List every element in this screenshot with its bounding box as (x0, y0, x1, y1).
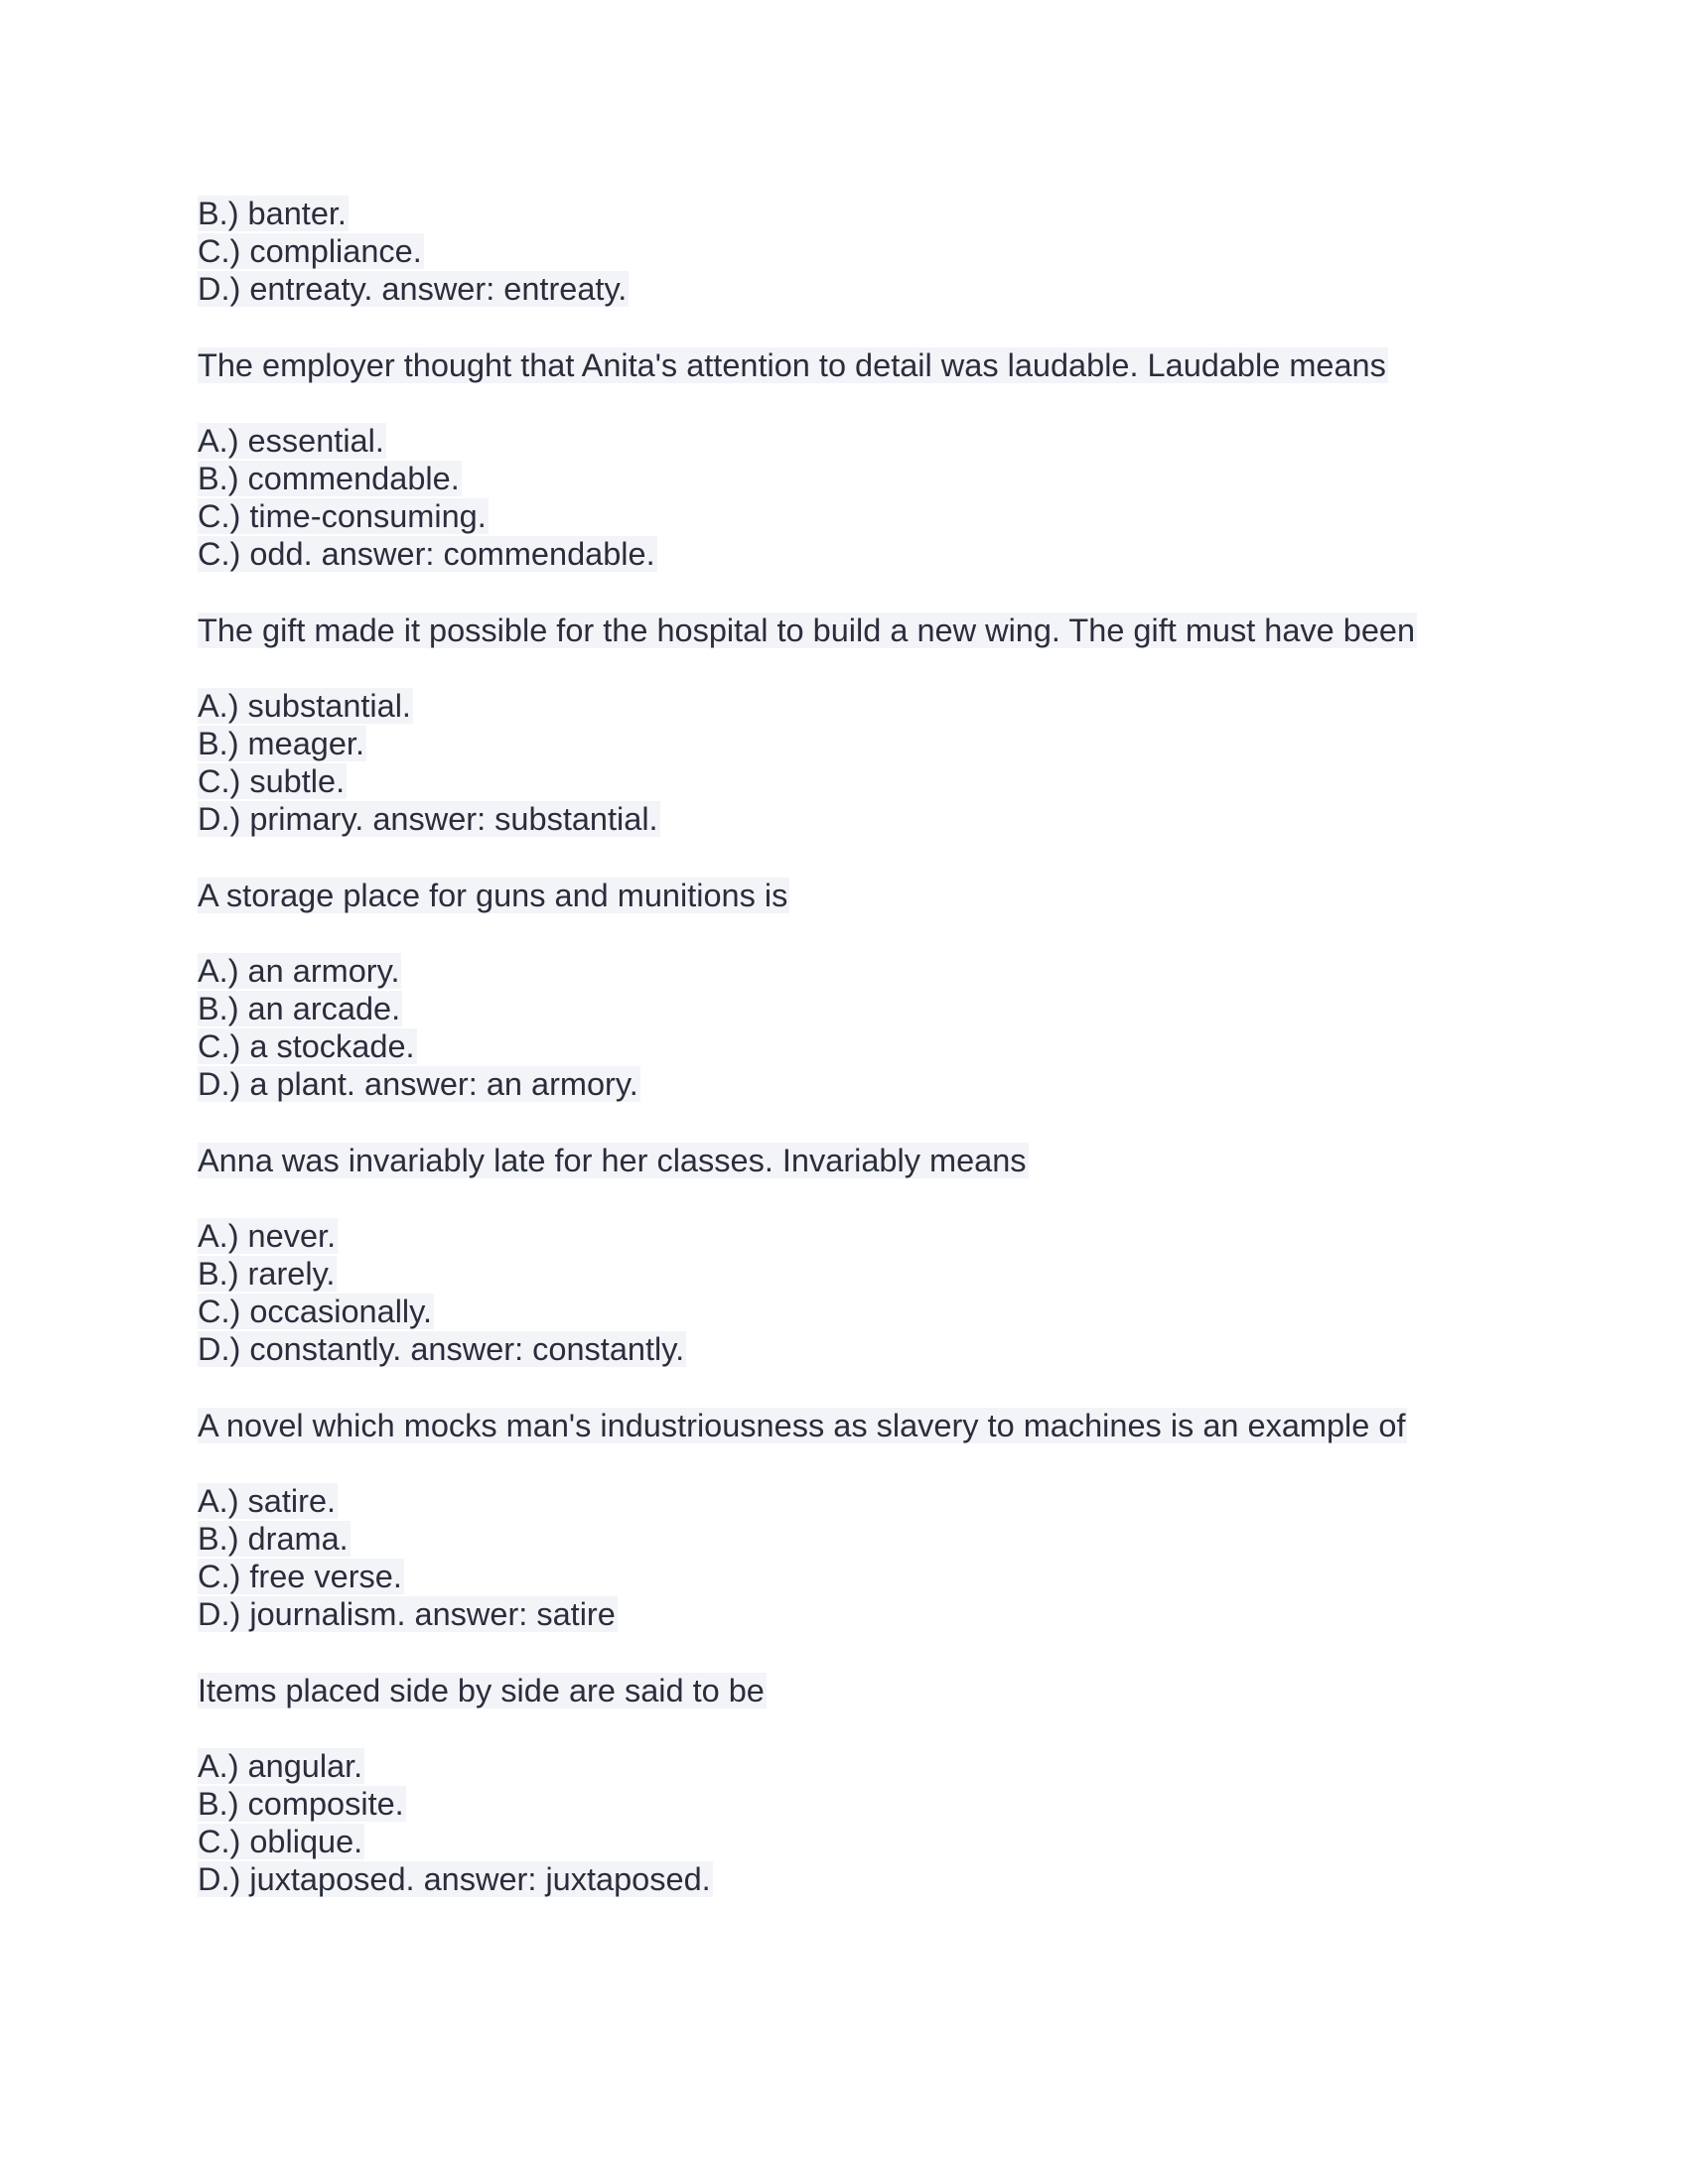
answer-option (198, 1065, 1518, 1103)
option-text: D.) constantly. answer: constantly. (198, 1331, 685, 1367)
answer-option (198, 1860, 1518, 1898)
option-text: A.) angular. (198, 1748, 363, 1784)
spacer (198, 384, 1518, 423)
spacer (198, 308, 1518, 346)
spacer (198, 1444, 1518, 1483)
option-text: A.) satire. (198, 1483, 337, 1519)
answer-option (198, 1330, 1518, 1368)
option-text: C.) free verse. (198, 1559, 402, 1594)
option-text: A.) substantial. (198, 688, 411, 724)
option-text: D.) journalism. answer: satire (198, 1596, 616, 1632)
question-label: A novel which mocks man's industriousness as slavery to machines is an example of (198, 1407, 1406, 1443)
answer-option (198, 1217, 1518, 1255)
option-text: B.) rarely. (198, 1256, 336, 1292)
option-text: C.) subtle. (198, 763, 346, 799)
option-text: C.) time-consuming. (198, 498, 487, 534)
spacer (198, 1179, 1518, 1218)
question-text (198, 1672, 1518, 1709)
spacer (198, 1103, 1518, 1142)
question-label: The employer thought that Anita's attention to detail was laudable. Laudable means (198, 346, 1386, 383)
option-text: C.) oblique. (198, 1824, 363, 1859)
answer-option (198, 1823, 1518, 1860)
answer-option (198, 1520, 1518, 1558)
option-text: A.) an armory. (198, 953, 400, 989)
option-text: A.) essential. (198, 423, 384, 459)
spacer (198, 1368, 1518, 1407)
answer-option (198, 762, 1518, 800)
question-text (198, 1142, 1518, 1179)
option-text: D.) juxtaposed. answer: juxtaposed. (198, 1861, 711, 1897)
option-text: B.) an arcade. (198, 991, 401, 1026)
answer-option (198, 270, 1518, 308)
answer-option (198, 1747, 1518, 1785)
spacer (198, 1633, 1518, 1672)
option-text: B.) drama. (198, 1521, 349, 1557)
question-text (198, 1407, 1518, 1444)
answer-option (198, 535, 1518, 573)
spacer (198, 649, 1518, 688)
answer-option (198, 1255, 1518, 1293)
answer-option (198, 687, 1518, 725)
answer-option (198, 1558, 1518, 1595)
option-text: C.) a stockade. (198, 1028, 415, 1064)
option-text: C.) compliance. (198, 233, 422, 269)
answer-option (198, 952, 1518, 990)
answer-option (198, 725, 1518, 762)
answer-option (198, 232, 1518, 270)
spacer (198, 914, 1518, 953)
question-label: A storage place for guns and munitions is (198, 877, 788, 913)
option-text: B.) composite. (198, 1786, 404, 1822)
option-text: B.) commendable. (198, 461, 460, 496)
option-text: C.) occasionally. (198, 1294, 433, 1329)
spacer (198, 1709, 1518, 1748)
answer-option (198, 1595, 1518, 1633)
question-label: Items placed side by side are said to be (198, 1672, 765, 1708)
option-text: A.) never. (198, 1218, 337, 1254)
question-label: The gift made it possible for the hospital to build a new wing. The gift must have been (198, 612, 1416, 648)
option-text: D.) a plant. answer: an armory. (198, 1066, 638, 1102)
spacer (198, 573, 1518, 612)
question-label: Anna was invariably late for her classes. Invariably means (198, 1142, 1027, 1178)
answer-option (198, 990, 1518, 1027)
document-body (198, 195, 1518, 1898)
option-text: D.) entreaty. answer: entreaty. (198, 271, 628, 307)
option-text: C.) odd. answer: commendable. (198, 536, 655, 572)
question-text (198, 346, 1518, 384)
answer-option (198, 195, 1518, 232)
question-text (198, 877, 1518, 914)
option-text: B.) banter. (198, 196, 347, 231)
answer-option (198, 460, 1518, 497)
answer-option (198, 1785, 1518, 1823)
answer-option (198, 1293, 1518, 1330)
answer-option (198, 1482, 1518, 1520)
option-text: D.) primary. answer: substantial. (198, 801, 658, 837)
question-text (198, 612, 1518, 649)
answer-option (198, 1027, 1518, 1065)
spacer (198, 838, 1518, 877)
answer-option (198, 422, 1518, 460)
answer-option (198, 800, 1518, 838)
option-text: B.) meager. (198, 726, 364, 761)
answer-option (198, 497, 1518, 535)
